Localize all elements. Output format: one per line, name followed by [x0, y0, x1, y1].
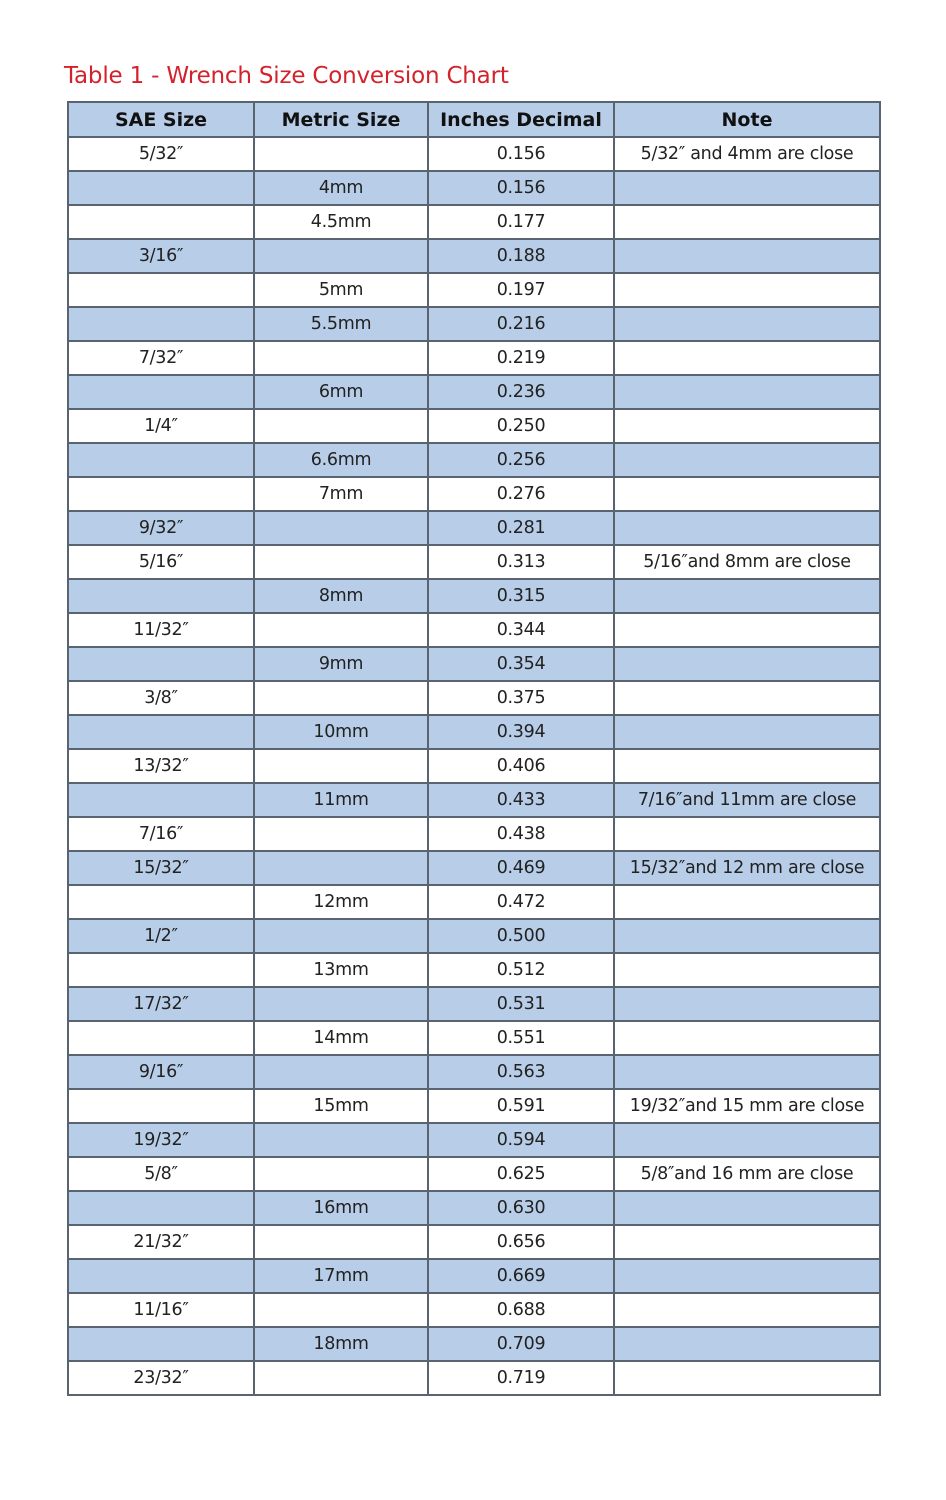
cell-metric-size: 8mm [254, 579, 428, 613]
cell-sae-size: 5/8″ [68, 1157, 254, 1191]
table-row [68, 1191, 880, 1225]
cell-note [614, 511, 880, 545]
table-row [68, 613, 880, 647]
cell-note [614, 171, 880, 205]
cell-inches-decimal: 0.594 [428, 1123, 614, 1157]
table-row [68, 953, 880, 987]
cell-note [614, 307, 880, 341]
cell-sae-size [68, 443, 254, 477]
table-row [68, 1089, 880, 1123]
cell-sae-size: 7/32″ [68, 341, 254, 375]
cell-metric-size [254, 987, 428, 1021]
cell-sae-size: 5/16″ [68, 545, 254, 579]
cell-inches-decimal: 0.591 [428, 1089, 614, 1123]
cell-metric-size [254, 341, 428, 375]
cell-note [614, 919, 880, 953]
cell-note [614, 579, 880, 613]
table-row [68, 919, 880, 953]
cell-metric-size: 15mm [254, 1089, 428, 1123]
table-row [68, 885, 880, 919]
cell-inches-decimal: 0.469 [428, 851, 614, 885]
cell-inches-decimal: 0.551 [428, 1021, 614, 1055]
cell-metric-size [254, 1055, 428, 1089]
cell-metric-size: 9mm [254, 647, 428, 681]
cell-sae-size: 3/16″ [68, 239, 254, 273]
table-row [68, 1293, 880, 1327]
cell-note [614, 477, 880, 511]
cell-sae-size [68, 1259, 254, 1293]
table-row [68, 409, 880, 443]
cell-note [614, 749, 880, 783]
cell-note: 19/32″and 15 mm are close [614, 1089, 880, 1123]
cell-note [614, 1191, 880, 1225]
cell-sae-size [68, 1021, 254, 1055]
cell-sae-size [68, 375, 254, 409]
cell-note [614, 1327, 880, 1361]
table-row [68, 1361, 880, 1395]
cell-sae-size: 3/8″ [68, 681, 254, 715]
table-row [68, 511, 880, 545]
cell-inches-decimal: 0.438 [428, 817, 614, 851]
cell-metric-size [254, 851, 428, 885]
header-note: Note [614, 102, 880, 137]
table-row [68, 749, 880, 783]
table-row [68, 1259, 880, 1293]
cell-sae-size [68, 307, 254, 341]
cell-note [614, 443, 880, 477]
cell-sae-size: 7/16″ [68, 817, 254, 851]
cell-note [614, 239, 880, 273]
cell-metric-size [254, 137, 428, 171]
cell-inches-decimal: 0.156 [428, 171, 614, 205]
cell-metric-size [254, 1123, 428, 1157]
cell-note: 7/16″and 11mm are close [614, 783, 880, 817]
cell-sae-size: 1/4″ [68, 409, 254, 443]
table-body [68, 137, 880, 1395]
cell-sae-size: 1/2″ [68, 919, 254, 953]
table-row [68, 1157, 880, 1191]
cell-metric-size [254, 239, 428, 273]
cell-note: 5/16″and 8mm are close [614, 545, 880, 579]
cell-note [614, 341, 880, 375]
cell-sae-size [68, 783, 254, 817]
cell-metric-size: 14mm [254, 1021, 428, 1055]
cell-inches-decimal: 0.630 [428, 1191, 614, 1225]
cell-metric-size: 6mm [254, 375, 428, 409]
cell-inches-decimal: 0.375 [428, 681, 614, 715]
cell-note [614, 1225, 880, 1259]
table-row [68, 579, 880, 613]
cell-metric-size: 10mm [254, 715, 428, 749]
cell-note [614, 1055, 880, 1089]
cell-inches-decimal: 0.315 [428, 579, 614, 613]
cell-inches-decimal: 0.256 [428, 443, 614, 477]
table-row [68, 239, 880, 273]
table-row [68, 171, 880, 205]
cell-sae-size [68, 647, 254, 681]
cell-note [614, 987, 880, 1021]
cell-sae-size: 11/16″ [68, 1293, 254, 1327]
cell-note [614, 817, 880, 851]
cell-inches-decimal: 0.197 [428, 273, 614, 307]
header-metric-size: Metric Size [254, 102, 428, 137]
cell-metric-size [254, 817, 428, 851]
cell-note [614, 613, 880, 647]
cell-metric-size: 13mm [254, 953, 428, 987]
cell-note [614, 1021, 880, 1055]
table-row [68, 205, 880, 239]
table-row [68, 783, 880, 817]
table-row [68, 851, 880, 885]
cell-sae-size [68, 1191, 254, 1225]
cell-inches-decimal: 0.709 [428, 1327, 614, 1361]
table-row [68, 1123, 880, 1157]
cell-inches-decimal: 0.219 [428, 341, 614, 375]
cell-metric-size: 4mm [254, 171, 428, 205]
cell-inches-decimal: 0.236 [428, 375, 614, 409]
table-row [68, 1327, 880, 1361]
cell-inches-decimal: 0.188 [428, 239, 614, 273]
cell-sae-size: 23/32″ [68, 1361, 254, 1395]
cell-inches-decimal: 0.177 [428, 205, 614, 239]
cell-note [614, 1259, 880, 1293]
cell-metric-size [254, 1361, 428, 1395]
cell-metric-size: 6.6mm [254, 443, 428, 477]
table-row [68, 273, 880, 307]
cell-sae-size: 5/32″ [68, 137, 254, 171]
cell-sae-size [68, 171, 254, 205]
cell-inches-decimal: 0.472 [428, 885, 614, 919]
table-row [68, 1055, 880, 1089]
cell-inches-decimal: 0.281 [428, 511, 614, 545]
table-row [68, 545, 880, 579]
cell-inches-decimal: 0.216 [428, 307, 614, 341]
cell-sae-size [68, 579, 254, 613]
cell-metric-size [254, 749, 428, 783]
table-row [68, 375, 880, 409]
cell-metric-size: 16mm [254, 1191, 428, 1225]
table-header-row [68, 102, 880, 137]
cell-sae-size [68, 885, 254, 919]
cell-sae-size [68, 1327, 254, 1361]
cell-metric-size [254, 545, 428, 579]
cell-inches-decimal: 0.625 [428, 1157, 614, 1191]
cell-metric-size [254, 1293, 428, 1327]
cell-metric-size [254, 409, 428, 443]
cell-inches-decimal: 0.433 [428, 783, 614, 817]
cell-metric-size: 18mm [254, 1327, 428, 1361]
cell-metric-size: 17mm [254, 1259, 428, 1293]
cell-metric-size [254, 1225, 428, 1259]
cell-inches-decimal: 0.669 [428, 1259, 614, 1293]
cell-sae-size [68, 205, 254, 239]
cell-sae-size [68, 273, 254, 307]
table-row [68, 443, 880, 477]
wrench-conversion-table [67, 101, 881, 1396]
cell-note: 15/32″and 12 mm are close [614, 851, 880, 885]
table-row [68, 137, 880, 171]
cell-sae-size: 9/32″ [68, 511, 254, 545]
cell-sae-size: 19/32″ [68, 1123, 254, 1157]
cell-note [614, 885, 880, 919]
cell-note [614, 1361, 880, 1395]
cell-inches-decimal: 0.500 [428, 919, 614, 953]
cell-note [614, 205, 880, 239]
cell-note [614, 375, 880, 409]
table-row [68, 1021, 880, 1055]
cell-metric-size [254, 511, 428, 545]
table-row [68, 987, 880, 1021]
table-row [68, 681, 880, 715]
cell-inches-decimal: 0.394 [428, 715, 614, 749]
table-row [68, 307, 880, 341]
header-inches-decimal: Inches Decimal [428, 102, 614, 137]
cell-inches-decimal: 0.406 [428, 749, 614, 783]
cell-sae-size: 17/32″ [68, 987, 254, 1021]
cell-note: 5/8″and 16 mm are close [614, 1157, 880, 1191]
cell-metric-size [254, 1157, 428, 1191]
cell-sae-size [68, 953, 254, 987]
cell-inches-decimal: 0.250 [428, 409, 614, 443]
cell-metric-size: 4.5mm [254, 205, 428, 239]
cell-metric-size: 12mm [254, 885, 428, 919]
header-sae-size: SAE Size [68, 102, 254, 137]
cell-metric-size: 7mm [254, 477, 428, 511]
cell-inches-decimal: 0.354 [428, 647, 614, 681]
table-row [68, 715, 880, 749]
cell-note [614, 1123, 880, 1157]
cell-inches-decimal: 0.688 [428, 1293, 614, 1327]
cell-inches-decimal: 0.344 [428, 613, 614, 647]
cell-metric-size: 5.5mm [254, 307, 428, 341]
cell-inches-decimal: 0.512 [428, 953, 614, 987]
table-row [68, 1225, 880, 1259]
cell-inches-decimal: 0.276 [428, 477, 614, 511]
cell-note [614, 1293, 880, 1327]
cell-metric-size: 5mm [254, 273, 428, 307]
cell-note [614, 409, 880, 443]
cell-note [614, 681, 880, 715]
cell-inches-decimal: 0.563 [428, 1055, 614, 1089]
cell-note [614, 715, 880, 749]
cell-note [614, 647, 880, 681]
cell-metric-size [254, 613, 428, 647]
cell-sae-size: 9/16″ [68, 1055, 254, 1089]
cell-note: 5/32″ and 4mm are close [614, 137, 880, 171]
cell-inches-decimal: 0.313 [428, 545, 614, 579]
cell-sae-size: 11/32″ [68, 613, 254, 647]
cell-sae-size [68, 715, 254, 749]
cell-sae-size: 15/32″ [68, 851, 254, 885]
table-title: Table 1 - Wrench Size Conversion Chart [64, 63, 509, 89]
cell-sae-size: 21/32″ [68, 1225, 254, 1259]
table-row [68, 341, 880, 375]
cell-inches-decimal: 0.156 [428, 137, 614, 171]
cell-sae-size: 13/32″ [68, 749, 254, 783]
table-row [68, 647, 880, 681]
cell-note [614, 953, 880, 987]
cell-metric-size [254, 681, 428, 715]
cell-sae-size [68, 1089, 254, 1123]
cell-metric-size: 11mm [254, 783, 428, 817]
cell-inches-decimal: 0.656 [428, 1225, 614, 1259]
cell-inches-decimal: 0.531 [428, 987, 614, 1021]
cell-sae-size [68, 477, 254, 511]
table-row [68, 477, 880, 511]
cell-note [614, 273, 880, 307]
cell-metric-size [254, 919, 428, 953]
cell-inches-decimal: 0.719 [428, 1361, 614, 1395]
table-row [68, 817, 880, 851]
